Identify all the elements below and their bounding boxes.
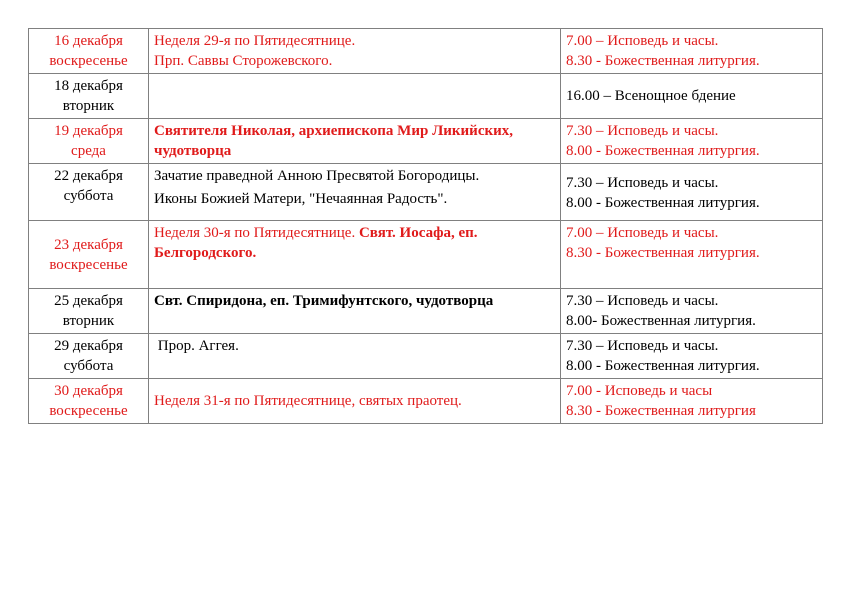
feast-subtitle: Иконы Божией Матери, "Нечаянная Радость". [154, 191, 448, 207]
service-time-1: 16.00 – Всенощное бдение [566, 88, 736, 104]
service-cell [561, 74, 823, 119]
feast-cell [149, 221, 561, 289]
weekday: воскресенье [49, 403, 128, 419]
feast-title-bold: Свят. Иосафа, еп. Белгородского. [154, 225, 478, 261]
feast-title-regular: Неделя 30-я по Пятидесятнице. [154, 225, 359, 241]
service-time-1: 7.30 – Исповедь и часы. [566, 338, 719, 354]
date-cell [29, 334, 149, 379]
service-time-1: 7.30 – Исповедь и часы. [566, 293, 719, 309]
date-cell [29, 289, 149, 334]
feast-title: Неделя 29-я по Пятидесятнице. [154, 33, 356, 49]
feast-title: Зачатие праведной Анною Пресвятой Богородицы. [154, 168, 480, 184]
service-time-1: 7.00 – Исповедь и часы. [566, 225, 719, 241]
service-time-1: 7.30 – Исповедь и часы. [566, 123, 719, 139]
feast-title: Неделя 31-я по Пятидесятнице, святых праотец. [154, 393, 462, 409]
service-time-1: 7.00 - Исповедь и часы [566, 383, 713, 399]
service-time-2: 8.00 - Божественная литургия. [566, 358, 760, 374]
date-cell [29, 379, 149, 424]
table-row [29, 74, 823, 119]
service-time-2: 8.00 - Божественная литургия. [566, 195, 760, 211]
service-cell [561, 119, 823, 164]
weekday: вторник [62, 313, 115, 329]
date: 30 декабря [54, 383, 123, 399]
feast-cell [149, 289, 561, 334]
feast-title: Святителя Николая, архиепископа Мир Ликийских, чудотворца [154, 123, 514, 159]
date: 25 декабря [54, 293, 123, 309]
date-cell [29, 164, 149, 221]
service-time-1: 7.00 – Исповедь и часы. [566, 33, 719, 49]
date-cell [29, 29, 149, 74]
date: 22 декабря [54, 168, 123, 184]
table-row [29, 289, 823, 334]
feast-cell [149, 29, 561, 74]
table-row [29, 164, 823, 221]
service-time-1: 7.30 – Исповедь и часы. [566, 175, 719, 191]
table-row [29, 221, 823, 289]
weekday: воскресенье [49, 256, 128, 273]
feast-cell [149, 74, 561, 119]
date: 29 декабря [54, 338, 123, 354]
service-time-2: 8.30 - Божественная литургия. [566, 245, 760, 261]
date-cell [29, 74, 149, 119]
feast-cell [149, 334, 561, 379]
schedule-table [28, 28, 823, 424]
weekday: суббота [63, 358, 114, 374]
service-cell [561, 379, 823, 424]
service-cell [561, 164, 823, 221]
feast-cell [149, 164, 561, 221]
date-cell [29, 221, 149, 289]
date: 19 декабря [54, 123, 123, 139]
weekday: среда [71, 143, 106, 159]
weekday: вторник [62, 98, 115, 114]
table-row [29, 119, 823, 164]
service-cell [561, 334, 823, 379]
service-time-2: 8.30 - Божественная литургия [566, 403, 756, 419]
feast-title [154, 223, 555, 263]
date: 16 декабря [54, 33, 123, 49]
table-row [29, 334, 823, 379]
service-time-2: 8.30 - Божественная литургия. [566, 53, 760, 69]
service-time-2: 8.00- Божественная литургия. [566, 313, 756, 329]
service-cell [561, 289, 823, 334]
weekday: суббота [63, 188, 114, 204]
weekday: воскресенье [49, 53, 128, 69]
table-row [29, 379, 823, 424]
date: 23 декабря [54, 236, 123, 253]
feast-title: Прор. Аггея. [154, 338, 239, 354]
feast-cell [149, 379, 561, 424]
date: 18 декабря [54, 78, 123, 94]
date-cell [29, 119, 149, 164]
service-cell [561, 29, 823, 74]
feast-subtitle: Прп. Саввы Сторожевского. [154, 53, 333, 69]
service-cell [561, 221, 823, 289]
service-time-2: 8.00 - Божественная литургия. [566, 143, 760, 159]
feast-cell [149, 119, 561, 164]
feast-title: Свт. Спиридона, еп. Тримифунтского, чудотворца [154, 293, 494, 309]
table-row [29, 29, 823, 74]
